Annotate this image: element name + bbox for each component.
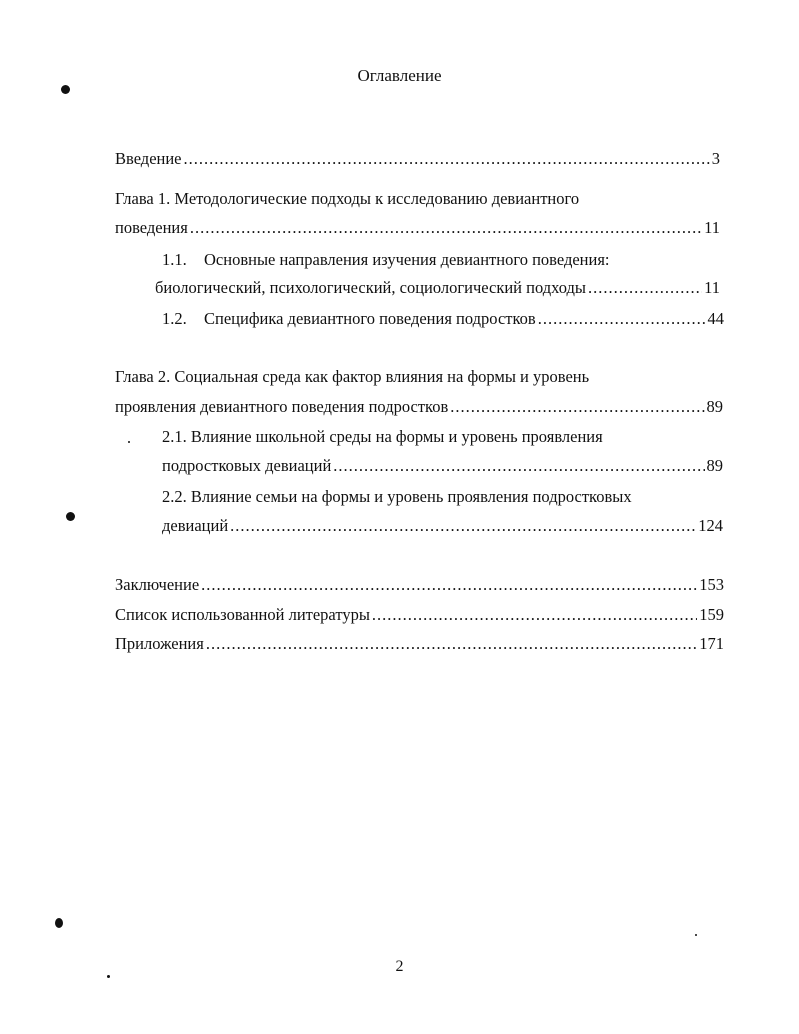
toc-entry-intro	[115, 148, 720, 170]
section-number: 1.1.	[162, 250, 187, 269]
leader-dots	[333, 455, 704, 477]
toc-label: девиаций	[162, 516, 229, 535]
leader-dots	[184, 148, 710, 170]
toc-label: Специфика девиантного поведения подростков	[204, 309, 536, 328]
toc-entry-section-2-1	[162, 455, 723, 477]
toc-section-2-1-title: 2.1. Влияние школьной среды на формы и уровень проявления	[162, 427, 603, 446]
toc-entry-section-1-2	[162, 308, 724, 330]
scan-speck	[128, 441, 130, 443]
toc-label: биологический, психологический, социологический подходы	[155, 278, 587, 297]
toc-entry-section-1-1	[155, 277, 720, 299]
toc-entry-references	[115, 604, 724, 626]
leader-dots	[372, 604, 697, 626]
toc-page: 89	[706, 397, 723, 416]
toc-label: Список использованной литературы	[115, 605, 370, 624]
leader-dots	[538, 308, 706, 330]
section-title: Основные направления изучения девиантного поведения:	[204, 250, 610, 269]
page-title: Оглавление	[357, 66, 442, 85]
toc-page: 171	[699, 634, 724, 653]
toc-entry-appendix	[115, 633, 724, 655]
toc-page: 159	[699, 605, 724, 624]
toc-entry-chapter2	[115, 396, 723, 418]
toc-label: Заключение	[115, 575, 200, 594]
toc-label: Приложения	[115, 634, 204, 653]
section-number: 1.2.	[162, 309, 187, 328]
toc-label: Введение	[115, 149, 182, 168]
leader-dots	[450, 396, 704, 418]
leader-dots	[206, 633, 697, 655]
toc-page: 89	[706, 456, 723, 475]
toc-label: подростковых девиаций	[162, 456, 332, 475]
scan-speck	[55, 918, 63, 928]
toc-entry-conclusion	[115, 574, 724, 596]
toc-page: 124	[698, 516, 723, 535]
leader-dots	[190, 217, 702, 239]
toc-page: 153	[699, 575, 724, 594]
toc-chapter2-title: Глава 2. Социальная среда как фактор влияния на формы и уровень	[115, 367, 590, 386]
scan-speck	[695, 934, 697, 936]
toc-page: 3	[711, 149, 720, 168]
toc-entry-chapter1	[115, 217, 720, 239]
toc-chapter1-title: Глава 1. Методологические подходы к исследованию девиантного	[115, 189, 580, 208]
toc-label: проявления девиантного поведения подростков	[115, 397, 449, 416]
toc-section-1-1-title	[162, 249, 610, 271]
toc-page: 11	[704, 278, 720, 297]
scan-speck	[66, 512, 75, 521]
leader-dots	[230, 515, 696, 537]
leader-dots	[588, 277, 702, 299]
leader-dots	[201, 574, 697, 596]
toc-page: 44	[707, 309, 724, 328]
toc-label: поведения	[115, 218, 188, 237]
toc-page: 11	[704, 218, 720, 237]
scan-speck	[61, 85, 70, 94]
page-number: 2	[395, 958, 404, 975]
toc-section-2-2-title: 2.2. Влияние семьи на формы и уровень проявления подростковых	[162, 487, 632, 506]
toc-entry-section-2-2	[162, 515, 723, 537]
